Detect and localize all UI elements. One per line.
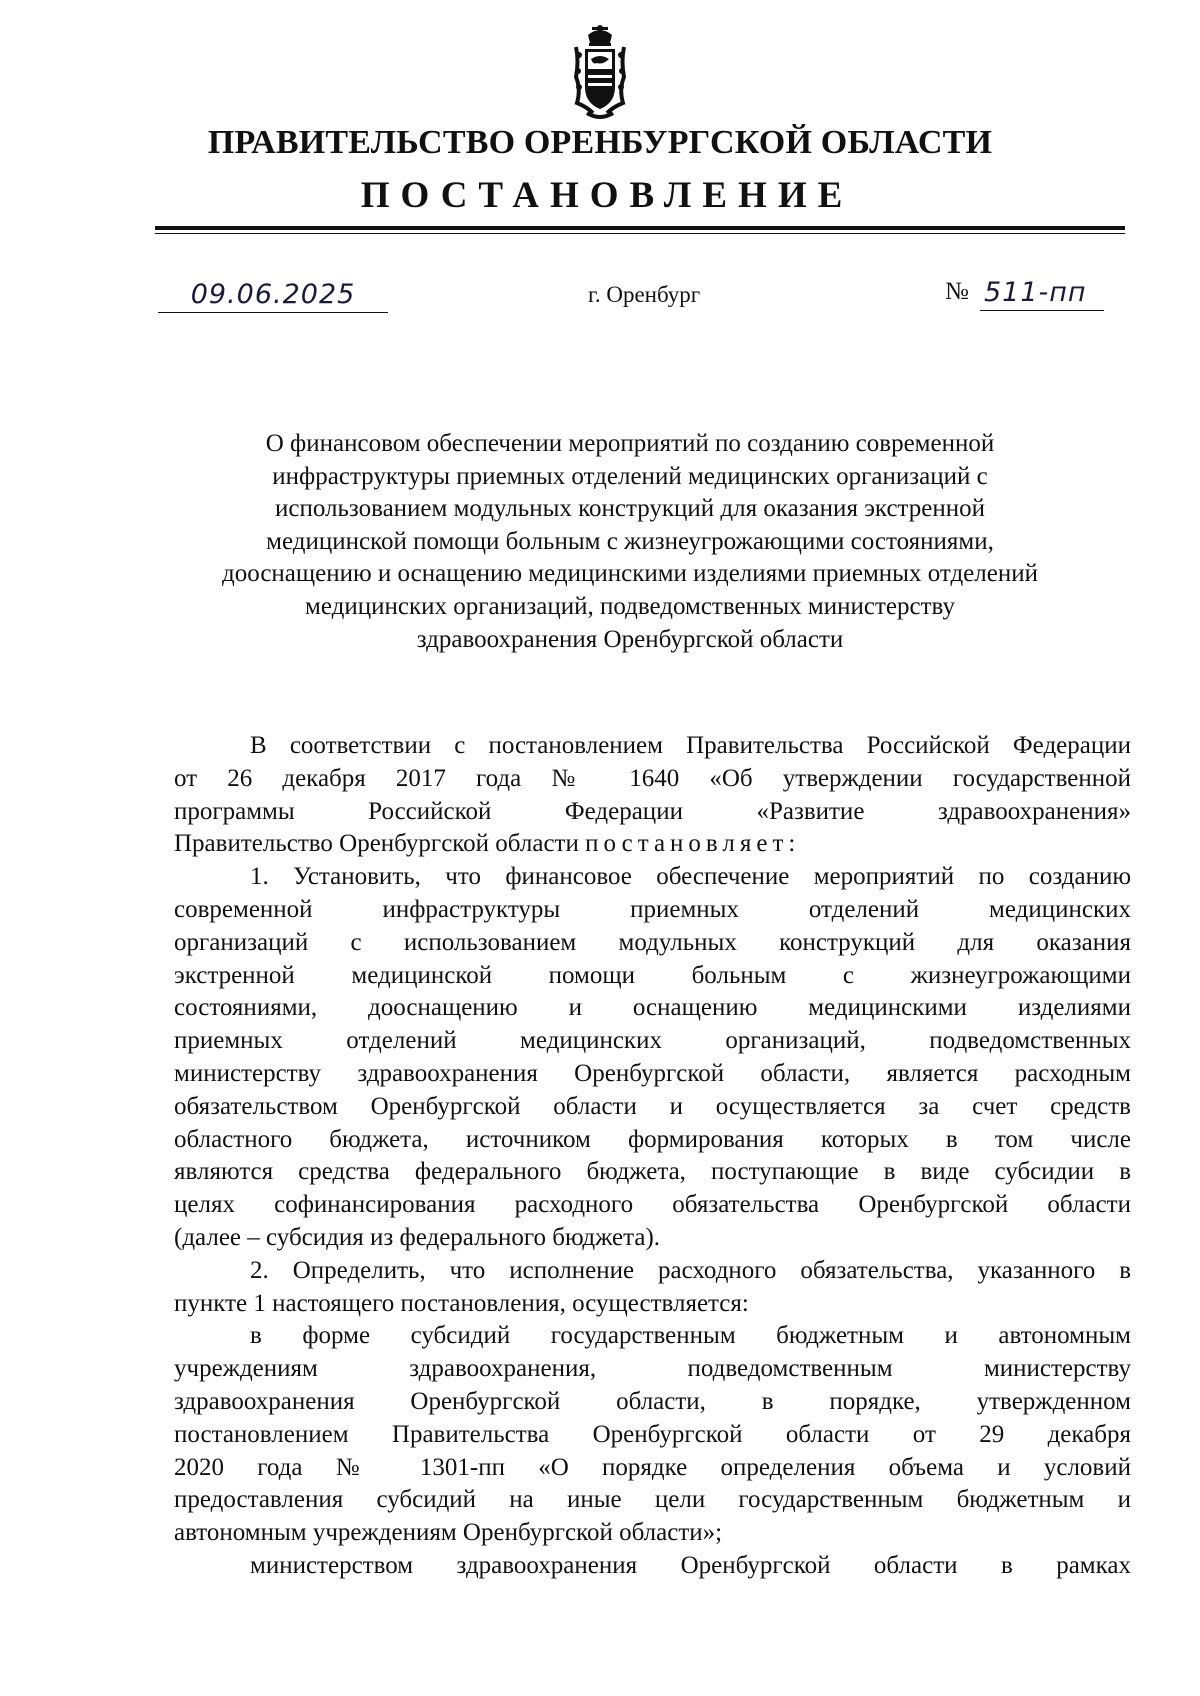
document-type: ПОСТАНОВЛЕНИЕ (360, 175, 854, 216)
body-line (174, 828, 1131, 861)
document-number: 511-пп (980, 276, 1104, 311)
title-line: здравоохранения Оренбургской области (416, 625, 844, 653)
title-line: О финансовом обеспечении мероприятий по созданию современной (265, 430, 995, 457)
body-line: 1. Установить, что финансовое обеспечение мероприятий по созданию (250, 863, 1131, 891)
document-city: г. Оренбург (588, 282, 701, 307)
paragraph-1 (174, 861, 1131, 1255)
body-line: В соответствии с постановлением Правительства Российской Федерации (250, 732, 1131, 759)
body-line: учреждениям здравоохранения, подведомственным министерству (174, 1355, 1131, 1383)
body-line: приемных отделений медицинских организаций, подведомственных (174, 1027, 1131, 1055)
decree-word: постановляет: (585, 830, 801, 858)
title-line: медицинской помощи больным с жизнеугрожающими состояниями, (266, 527, 994, 555)
paragraph-4 (174, 1550, 1131, 1583)
paragraph-3 (174, 1320, 1131, 1550)
body-line: 2020 года № 1301-пп «О порядке определения объема и условий (174, 1453, 1131, 1481)
header-divider-thin (155, 233, 1125, 234)
coat-of-arms-emblem-icon (573, 25, 627, 121)
body-line: областного бюджета, источником формирования которых в том числе (174, 1125, 1131, 1153)
body-line: являются средства федерального бюджета, поступающие в виде субсидии в (174, 1158, 1131, 1186)
body-line: организаций с использованием модульных конструкций для оказания (174, 928, 1131, 956)
body-line: пункте 1 настоящего постановления, осуществляется: (174, 1289, 749, 1317)
title-line: инфраструктуры приемных отделений медицинских организаций с (272, 462, 988, 490)
body-line: постановлением Правительства Оренбургской области от 29 декабря (174, 1420, 1131, 1448)
document-title (160, 428, 1100, 656)
title-line: медицинских организаций, подведомственных министерству (305, 592, 955, 620)
body-line: здравоохранения Оренбургской области, в порядке, утвержденном (174, 1387, 1131, 1415)
document-date: 09.06.2025 (158, 278, 388, 313)
body-line: от 26 декабря 2017 года № 1640 «Об утверждении государственной (174, 764, 1131, 792)
title-line: дооснащению и оснащению медицинскими изделиями приемных отделений (221, 560, 1038, 588)
body-line: экстренной медицинской помощи больным с жизнеугрожающими (174, 961, 1131, 989)
header-divider (155, 226, 1125, 230)
organization-name: ПРАВИТЕЛЬСТВО ОРЕНБУРГСКОЙ ОБЛАСТИ (207, 124, 993, 161)
body-line: 2. Определить, что исполнение расходного обязательства, указанного в (250, 1256, 1131, 1284)
paragraph-2 (174, 1255, 1131, 1321)
body-line: в форме субсидий государственным бюджетным и автономным (250, 1322, 1131, 1350)
body-line: обязательством Оренбургской области и осуществляется за счет средств (174, 1092, 1131, 1120)
body-line: (далее – субсидия из федерального бюджета). (174, 1223, 661, 1251)
body-line: программы Российской Федерации «Развитие здравоохранения» (174, 797, 1131, 825)
body-line: министерству здравоохранения Оренбургской области, является расходным (174, 1059, 1131, 1087)
title-line: использованием модульных конструкций для оказания экстренной (274, 495, 986, 523)
body-line: автономным учреждениям Оренбургской области»; (174, 1519, 723, 1547)
body-line: целях софинансирования расходного обязательства Оренбургской области (174, 1191, 1131, 1219)
body-line: предоставления субсидий на иные цели государственным бюджетным и (174, 1486, 1131, 1514)
document-body (174, 730, 1131, 1583)
preamble-tail: Правительство Оренбургской области (174, 830, 579, 858)
body-line: современной инфраструктуры приемных отделений медицинских (174, 895, 1131, 923)
body-line: состояниями, дооснащению и оснащению медицинскими изделиями (174, 994, 1131, 1022)
preamble-paragraph (174, 730, 1131, 861)
number-sign: № (945, 278, 969, 305)
body-line: министерством здравоохранения Оренбургской области в рамках (250, 1551, 1131, 1579)
